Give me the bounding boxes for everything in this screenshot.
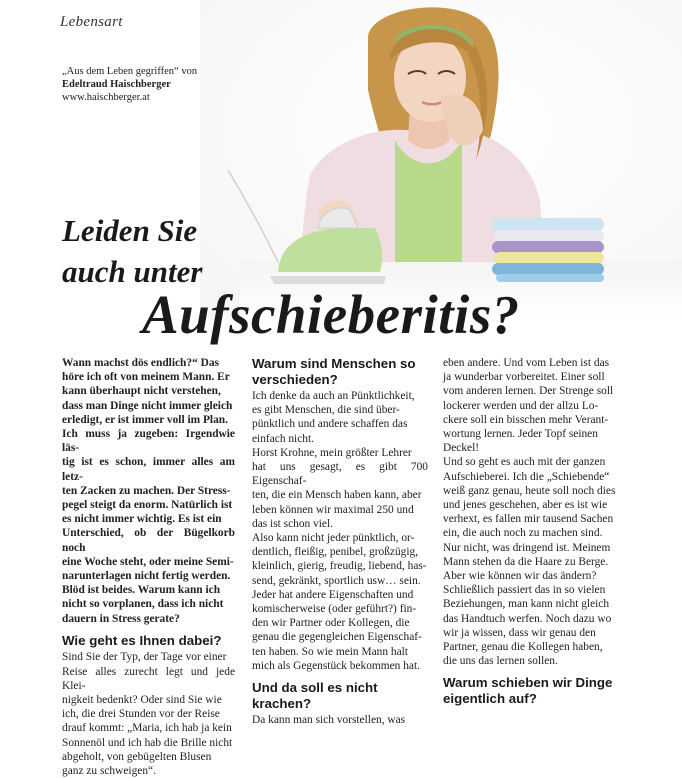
text-line: ten haben. So wie mein Mann halt [252, 645, 408, 658]
text-line: abgeholt, von gebügelten Blusen [62, 750, 212, 763]
text-line: kann überhaupt nicht verstehen, [62, 385, 221, 398]
text-line: Blöd ist beides. Warum kann ich [62, 584, 221, 597]
section-heading: Warum sind Menschen so verschieden? [252, 356, 416, 387]
text-line: Schließlich passiert das in so vielen [443, 584, 606, 597]
paragraph [252, 713, 428, 727]
text-line: Partner, genau die Kollegen haben, [443, 641, 603, 654]
text-line: leben können wir maximal 250 und [252, 503, 414, 516]
article-column-1 [62, 356, 235, 778]
section-heading: Warum schieben wir Dinge eigentlich auf? [443, 675, 613, 706]
article-column-3 [443, 356, 617, 708]
text-line: ten, die ein Mensch haben kann, aber [252, 489, 422, 502]
article-photo [200, 0, 682, 320]
text-line: erledigt, er ist immer voll im Plan. [62, 413, 228, 426]
text-line: lockerer werden und der allzu Lo- [443, 399, 599, 412]
text-line: ten Zacken zu machen. Der Stress- [62, 484, 231, 497]
text-line: Da kann man sich vorstellen, was [252, 714, 406, 727]
section-label: Lebensart [60, 14, 123, 30]
headline-intro [62, 210, 202, 292]
text-line: kleinlich, gierig, freudig, liebend, has- [252, 560, 427, 573]
text-line: es gibt Menschen, die sind über- [252, 404, 400, 417]
text-line: Wann machst dös endlich?“ Das [62, 357, 219, 369]
text-line: Also kann nicht jeder pünktlich, or- [252, 532, 415, 545]
text-line: tig ist es schon, immer alles am letz- [62, 456, 235, 483]
text-line: Aufschieberei. Ich die „Schiebende“ [443, 470, 610, 483]
text-line: Nur nicht, was dringend ist. Meinem [443, 541, 611, 554]
text-line: nicht so vorplanen, dass ich nicht [62, 598, 224, 611]
headline-line-2: auch unter [62, 254, 203, 289]
text-line: höre ich oft von meinem Mann. Er [62, 371, 230, 384]
text-line: Reise alles zurecht legt und jede Klei- [62, 665, 235, 692]
headline-main: Aufschieberitis? [142, 284, 520, 345]
intro-paragraph [62, 356, 235, 626]
text-line: ganz zu schweigen“. [62, 764, 156, 777]
byline-source: „Aus dem Leben gegriffen“ von [62, 66, 198, 77]
text-line: Und so geht es auch mit der ganzen [443, 456, 606, 469]
text-line: Unterschied, ob der Bügelkorb noch [62, 527, 235, 554]
byline [62, 65, 197, 104]
text-line: ich, die drei Stunden vor der Reise [62, 708, 220, 721]
text-line: nigkeit bedenkt? Oder sind Sie wie [62, 693, 222, 706]
text-line: genau die gegengleichen Eigenschaf- [252, 631, 422, 644]
text-line: es nicht immer wichtig. Es ist ein [62, 513, 222, 526]
text-line: mich als Gegenstück bekommen hat. [252, 659, 420, 672]
text-line: wir ja wissen, dass wir genau den [443, 626, 596, 639]
text-line: verhext, es fallen mir tausend Sachen [443, 513, 614, 526]
text-line: Horst Krohne, mein größter Lehrer [252, 446, 412, 459]
paragraph [252, 389, 428, 673]
text-line: Ich muss ja zugeben: Irgendwie läs- [62, 428, 235, 455]
byline-website[interactable]: www.haischberger.at [62, 92, 150, 103]
text-line: das Handtuch werfen. Noch dazu wo [443, 612, 612, 625]
text-line: send, gekränkt, sportlich usw… sein. [252, 574, 421, 587]
byline-author: Edeltraud Haischberger [62, 79, 171, 90]
text-line: Sind Sie der Typ, der Tage vor einer [62, 651, 227, 664]
text-line: drauf kommt: „Maria, ich hab ja kein [62, 722, 232, 735]
article-column-2 [252, 356, 428, 727]
text-line: dentlich, fleißig, penibel, großzügig, [252, 546, 419, 559]
text-line: eben andere. Und vom Leben ist das [443, 357, 610, 369]
text-line: ckere soll ein bisschen mehr Verant- [443, 413, 609, 426]
text-line: Mann stehen da die Haare zu Berge. [443, 555, 609, 568]
text-line: Deckel! [443, 442, 480, 455]
folded-towels-icon [492, 218, 604, 282]
headline-line-1: Leiden Sie [62, 213, 198, 248]
section-heading: Und da soll es nicht krachen? [252, 680, 378, 711]
text-line: weiß ganz genau, heute soll noch dies [443, 484, 616, 497]
text-line: ein, die auch noch zu machen sind. [443, 527, 603, 540]
text-line: komischerweise (oder geführt?) fin- [252, 603, 417, 616]
text-line: Beziehungen, man kann nicht gleich [443, 598, 610, 611]
text-line: den wir Partner oder Kollegen, die [252, 617, 410, 630]
text-line: dauern in Stress gerate? [62, 612, 180, 625]
text-line: hat uns gesagt, es gibt 700 Eigenschaf- [252, 461, 428, 488]
text-line: pegel steigt da enorm. Natürlich ist [62, 499, 233, 512]
paragraph [62, 650, 235, 778]
text-line: und jenes geschehen, aber es ist wie [443, 499, 608, 512]
text-line: Sonnenöl und ich hab die Brille nicht [62, 736, 233, 749]
text-line: pünktlich und andere schaffen das [252, 418, 408, 431]
text-line: dass man Dinge nicht immer gleich [62, 399, 233, 412]
text-line: narunterlagen nicht fertig werden. [62, 570, 231, 583]
text-line: wortung lernen. Jeder Topf seinen [443, 428, 598, 441]
text-line: Jeder hat andere Eigenschaften und [252, 588, 414, 601]
section-heading: Wie geht es Ihnen dabei? [62, 632, 222, 648]
text-line: Aber wie können wir das ändern? [443, 570, 597, 583]
paragraph [443, 356, 617, 668]
text-line: eine Woche steht, oder meine Semi- [62, 555, 234, 568]
text-line: ja wunderbar vorbereitet. Einer soll [443, 371, 605, 384]
text-line: die uns das lernen sollen. [443, 655, 558, 668]
text-line: einfach nicht. [252, 432, 314, 445]
text-line: Ich denke da auch an Pünktlichkeit, [252, 390, 415, 402]
text-line: vom anderen lernen. Der Strenge soll [443, 385, 614, 398]
text-line: das ist schon viel. [252, 517, 333, 530]
